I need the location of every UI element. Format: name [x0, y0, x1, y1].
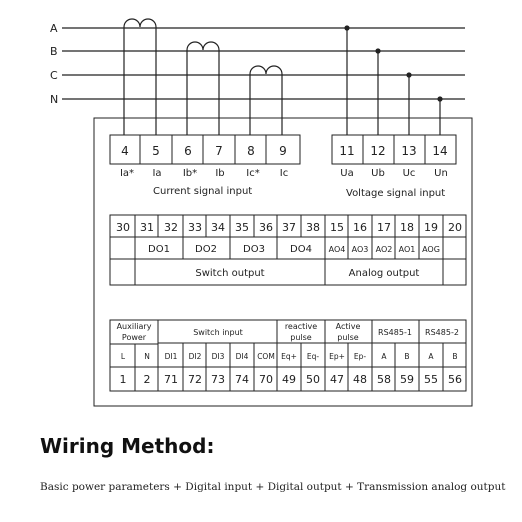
voltage-taps — [347, 28, 440, 135]
wiring-method-title: Wiring Method: — [40, 434, 215, 458]
voltage-terminal-number: 12 — [370, 144, 386, 158]
rs485-2-label: RS485-2 — [425, 328, 459, 337]
voltage-terminal-label: Ub — [371, 168, 385, 179]
current-terminal-number: 5 — [152, 144, 160, 158]
ao-label: AO4 — [328, 245, 346, 254]
output-terminal-number: 36 — [259, 221, 273, 234]
input-terminal-number: 1 — [119, 373, 127, 386]
voltage-terminal-label: Ua — [340, 168, 354, 179]
current-terminal-label: Ic* — [246, 168, 260, 179]
tap-dots — [344, 25, 442, 101]
input-terminal-number: 58 — [377, 373, 391, 386]
active-pulse-label: Active — [335, 322, 361, 331]
output-terminal-number: 38 — [306, 221, 320, 234]
current-terminal-label: Ic — [279, 168, 289, 179]
switch-output-label: Switch output — [195, 268, 265, 279]
junction-dot — [406, 72, 411, 77]
output-terminal-number: 19 — [424, 221, 438, 234]
input-terminal-number: 47 — [330, 373, 344, 386]
output-terminal-number: 33 — [188, 221, 202, 234]
line-c-label: C — [50, 69, 58, 82]
phase-lines — [62, 28, 465, 99]
input-terminal-label: A — [381, 352, 387, 361]
do-label: DO2 — [195, 244, 217, 255]
line-n-label: N — [50, 93, 59, 106]
voltage-terminal-number: 13 — [401, 144, 417, 158]
output-terminal-number: 32 — [164, 221, 178, 234]
ao-label: AO1 — [398, 245, 416, 254]
input-terminal-label: B — [404, 352, 410, 361]
input-terminal-label: N — [144, 352, 150, 361]
current-terminal-number: 7 — [215, 144, 223, 158]
output-terminal-number: 34 — [211, 221, 225, 234]
input-terminal-number: 50 — [306, 373, 320, 386]
current-terminal-number: 8 — [247, 144, 255, 158]
output-terminal-number: 31 — [140, 221, 154, 234]
current-terminal-label: Ib* — [182, 168, 198, 179]
input-terminal-number: 71 — [164, 373, 178, 386]
current-terminal-number: 6 — [184, 144, 192, 158]
aux-power-label: Auxiliary — [116, 322, 152, 331]
current-terminal-block — [110, 135, 300, 164]
current-terminal-label: Ia* — [119, 168, 135, 179]
line-b-label: B — [50, 45, 58, 58]
output-terminal-number: 17 — [377, 221, 391, 234]
current-terminal-label: Ib — [215, 168, 225, 179]
ct-coil-c — [250, 66, 282, 135]
ao-label: AO2 — [375, 245, 393, 254]
output-terminal-number: 37 — [282, 221, 296, 234]
current-signal-caption: Current signal input — [153, 186, 253, 197]
wiring-description: Basic power parameters + Digital input + Digital output + Transmission analog output — [40, 481, 506, 493]
input-terminal-number: 49 — [282, 373, 296, 386]
input-terminal-label: Ep+ — [329, 352, 345, 361]
input-terminal-label: DI4 — [235, 352, 249, 361]
rs485-1-label: RS485-1 — [378, 328, 412, 337]
do-label: DO4 — [290, 244, 312, 255]
active-pulse-label: pulse — [337, 333, 359, 342]
current-terminal-label: Ia — [152, 168, 162, 179]
input-terminal-label: DI3 — [211, 352, 225, 361]
input-terminal-label: B — [452, 352, 458, 361]
analog-output-label: Analog output — [348, 268, 420, 279]
junction-dot — [344, 25, 349, 30]
reactive-pulse-label: reactive — [284, 322, 318, 331]
do-label: DO1 — [148, 244, 170, 255]
line-a-label: A — [50, 22, 58, 35]
output-terminal-number: 15 — [330, 221, 344, 234]
input-terminal-label: L — [120, 352, 126, 361]
input-terminal-label: DI1 — [164, 352, 178, 361]
input-terminal-number: 59 — [400, 373, 414, 386]
do-label: DO3 — [243, 244, 265, 255]
current-terminal-number: 9 — [279, 144, 287, 158]
ct-coil-b — [187, 42, 219, 135]
reactive-pulse-label: pulse — [290, 333, 312, 342]
input-terminal-number: 72 — [188, 373, 202, 386]
voltage-terminal-label: Un — [434, 168, 448, 179]
output-terminal-number: 35 — [235, 221, 249, 234]
aux-power-label: Power — [121, 333, 147, 342]
input-terminal-number: 56 — [448, 373, 462, 386]
input-terminal-number: 55 — [424, 373, 438, 386]
current-terminal-number: 4 — [121, 144, 129, 158]
input-terminal-label: Ep- — [353, 352, 367, 361]
output-terminal-number: 30 — [116, 221, 130, 234]
junction-dot — [437, 96, 442, 101]
output-terminal-number: 20 — [448, 221, 462, 234]
input-terminal-number: 73 — [211, 373, 225, 386]
input-terminal-label: Eq+ — [281, 352, 297, 361]
input-terminal-number: 2 — [143, 373, 151, 386]
voltage-terminal-label: Uc — [402, 168, 416, 179]
input-terminal-number: 70 — [259, 373, 273, 386]
voltage-terminal-number: 11 — [339, 144, 355, 158]
ao-label: AO3 — [351, 245, 369, 254]
input-terminal-label: DI2 — [188, 352, 202, 361]
voltage-signal-caption: Voltage signal input — [346, 188, 446, 199]
input-terminal-number: 74 — [235, 373, 249, 386]
input-terminal-number: 48 — [353, 373, 367, 386]
switch-input-label: Switch input — [193, 328, 243, 337]
input-terminal-label: A — [428, 352, 434, 361]
voltage-terminal-number: 14 — [432, 144, 448, 158]
output-terminal-number: 18 — [400, 221, 414, 234]
input-terminal-label: COM — [257, 352, 275, 361]
ao-label: AOG — [422, 245, 440, 254]
junction-dot — [375, 48, 380, 53]
input-terminal-label: Eq- — [306, 352, 320, 361]
output-terminal-number: 16 — [353, 221, 367, 234]
